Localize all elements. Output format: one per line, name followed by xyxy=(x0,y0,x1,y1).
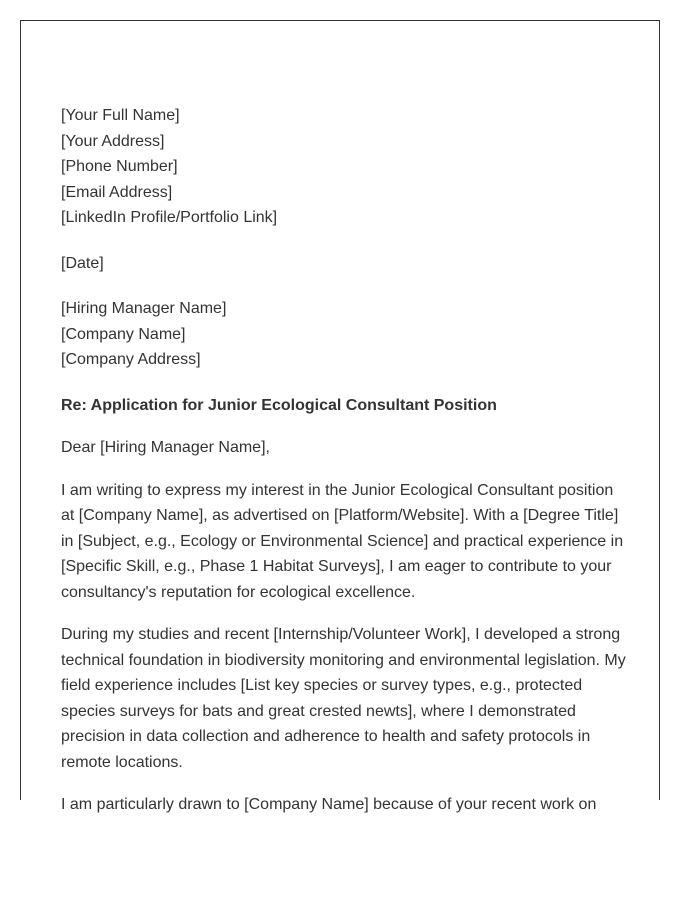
subject-line: Re: Application for Junior Ecological Consultant Position xyxy=(61,396,497,414)
recipient-manager: [Hiring Manager Name] xyxy=(61,300,227,317)
letter-body xyxy=(61,103,626,835)
paragraph-experience: During my studies and recent [Internship/Volunteer Work], I developed a strong technical foundation in biodiversity monitoring and environmental legislation. My field experience includes [List key species or survey types, e.g., protected species surveys for bats and great crested newts], where I demonstrated precision in data collection and adherence to health and safety protocols in remote locations. xyxy=(61,626,626,771)
sender-address: [Your Address] xyxy=(61,132,165,150)
sender-link: [LinkedIn Profile/Portfolio Link] xyxy=(61,209,278,226)
sender-phone: [Phone Number] xyxy=(61,158,178,175)
letter-page xyxy=(20,20,660,813)
sender-block xyxy=(61,103,626,231)
sender-email: [Email Address] xyxy=(61,183,173,201)
paragraph-company: I am particularly drawn to [Company Name] because of your recent work on xyxy=(61,796,597,813)
greeting: Dear [Hiring Manager Name], xyxy=(61,439,270,456)
date-block xyxy=(61,251,626,277)
recipient-block xyxy=(61,296,626,373)
sender-name: [Your Full Name] xyxy=(61,107,180,124)
recipient-company: [Company Name] xyxy=(61,325,186,343)
letter-date: [Date] xyxy=(61,254,104,272)
paragraph-intro: I am writing to express my interest in the Junior Ecological Consultant position at [Company Name], as advertised on [Platform/Website]. With a [Degree Title] in [Subject, e.g., Ecology or Environmental Science] and practical experience in [Specific Skill, e.g., Phase 1 Habitat Surveys], I am eager to contribute to your consultancy's reputation for ecological excellence. xyxy=(61,481,624,601)
recipient-address: [Company Address] xyxy=(61,351,201,368)
